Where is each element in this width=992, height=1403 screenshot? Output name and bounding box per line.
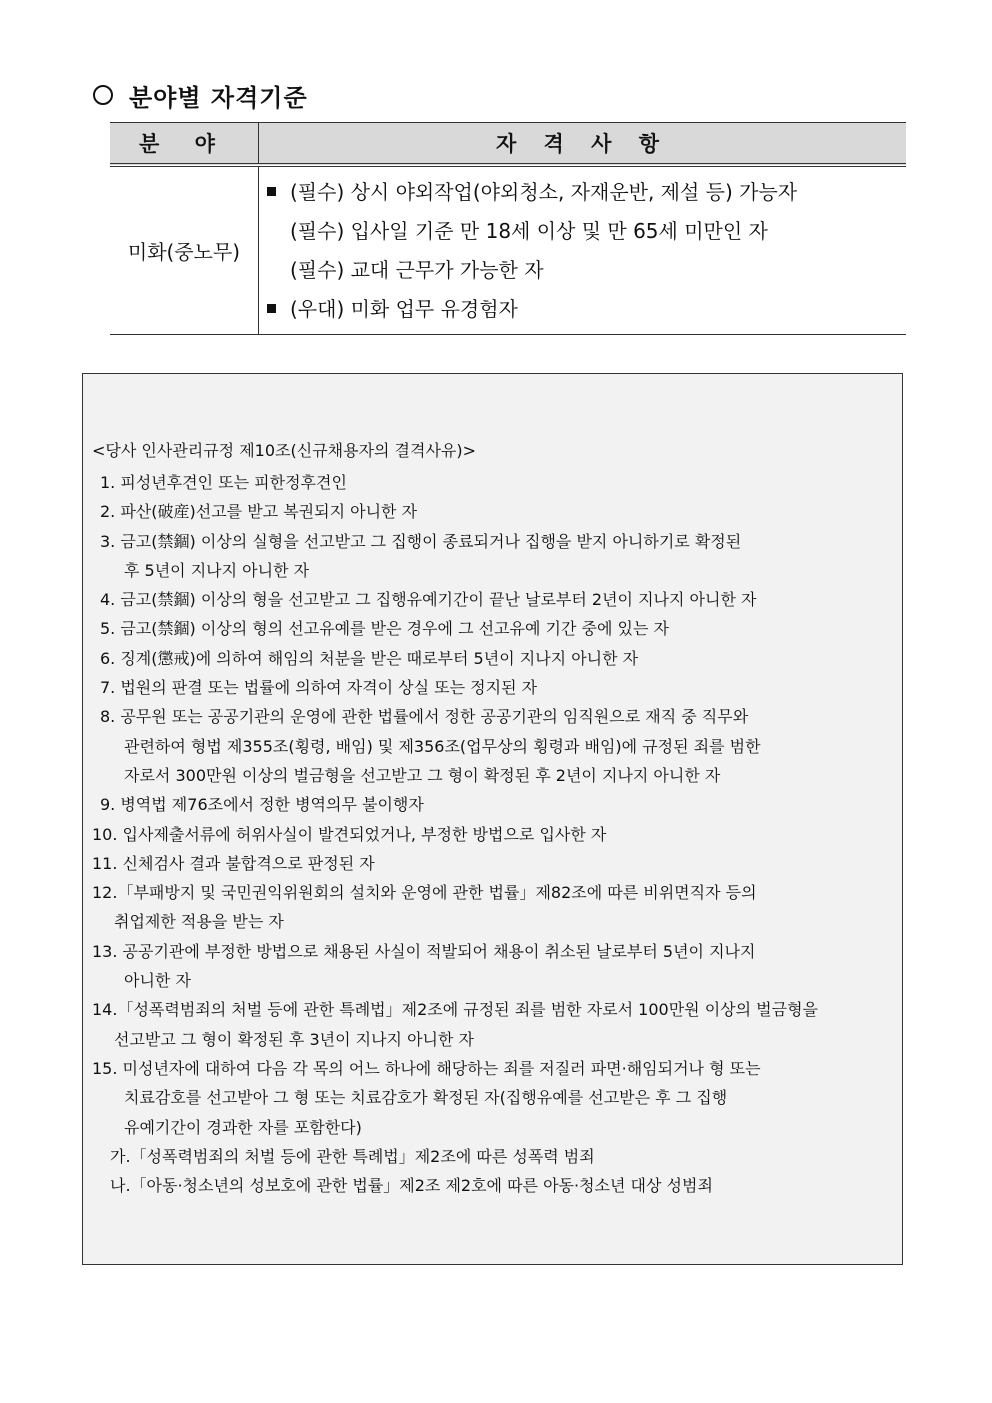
field-cell: 미화(중노무) bbox=[110, 165, 259, 335]
rule-line: 치료감호를 선고받아 그 형 또는 치료감호가 확정된 자(집행유예를 선고받은 후 그 집행 bbox=[124, 1088, 728, 1108]
disqualification-box bbox=[82, 373, 903, 1265]
rule-line: 6. 징계(懲戒)에 의하여 해임의 처분을 받은 때로부터 5년이 지나지 아니한 자 bbox=[100, 648, 639, 668]
rule-line: 2. 파산(破産)선고를 받고 복권되지 아니한 자 bbox=[100, 502, 418, 522]
rule-line: 13. 공공기관에 부정한 방법으로 채용된 사실이 적발되어 채용이 취소된 날로부터 5년이 지나지 bbox=[92, 941, 756, 961]
rule-line: 자로서 300만원 이상의 벌금형을 선고받고 그 형이 확정된 후 2년이 지나지 아니한 자 bbox=[124, 765, 721, 785]
rule-line: 1. 피성년후견인 또는 피한정후견인 bbox=[100, 473, 347, 492]
rule-line: 14.「성폭력범죄의 처벌 등에 관한 특례법」제2조에 규정된 죄를 범한 자로서 100만원 이상의 벌금형을 bbox=[92, 1000, 818, 1020]
rule-line: 4. 금고(禁錮) 이상의 형을 선고받고 그 집행유예기간이 끝난 날로부터 2년이 지나지 아니한 자 bbox=[100, 590, 757, 610]
requirement-item: (우대) 미화 업무 유경험자 bbox=[267, 290, 906, 329]
rule-line: 8. 공무원 또는 공공기관의 운영에 관한 법률에서 정한 공공기관의 임직원으로 재직 중 직무와 bbox=[100, 707, 749, 727]
header-requirements: 자 격 사 항 bbox=[259, 123, 907, 166]
rule-line: 12.「부패방지 및 국민권익위원회의 설치와 운영에 관한 법률」제82조에 따른 비위면직자 등의 bbox=[92, 883, 757, 903]
requirement-item: (필수) 입사일 기준 만 18세 이상 및 만 65세 미만인 자 bbox=[290, 219, 768, 243]
square-bullet-icon bbox=[267, 187, 276, 196]
rule-line: 3. 금고(禁錮) 이상의 실형을 선고받고 그 집행이 종료되거나 집행을 받지 아니하기로 확정된 bbox=[100, 531, 742, 551]
rule-line: 후 5년이 지나지 아니한 자 bbox=[124, 560, 310, 580]
section-heading bbox=[93, 78, 308, 112]
rule-line: 나.「아동·청소년의 성보호에 관한 법률」제2조 제2호에 따른 아동·청소년 대상 성범죄 bbox=[110, 1176, 713, 1196]
rule-line: 아니한 자 bbox=[124, 971, 191, 991]
rule-line: 15. 미성년자에 대하여 다음 각 목의 어느 하나에 해당하는 죄를 저질러 파면·해임되거나 형 또는 bbox=[92, 1058, 761, 1078]
rules-list bbox=[92, 468, 898, 1200]
section-title: 분야별 자격기준 bbox=[129, 83, 308, 112]
rule-line: 10. 입사제출서류에 허위사실이 발견되었거나, 부정한 방법으로 입사한 자 bbox=[92, 824, 607, 844]
requirement-item: (필수) 상시 야외작업(야외청소, 자재운반, 제설 등) 가능자 bbox=[267, 173, 906, 212]
square-bullet-icon bbox=[267, 304, 276, 313]
rule-line: 11. 신체검사 결과 불합격으로 판정된 자 bbox=[92, 853, 375, 873]
rule-line: 9. 병역법 제76조에서 정한 병역의무 불이행자 bbox=[100, 795, 424, 815]
requirements-list bbox=[259, 167, 906, 334]
rule-line: 선고받고 그 형이 확정된 후 3년이 지나지 아니한 자 bbox=[114, 1029, 474, 1049]
rule-line: 가.「성폭력범죄의 처벌 등에 관한 특례법」제2조에 따른 성폭력 범죄 bbox=[110, 1146, 595, 1166]
requirements-cell bbox=[259, 165, 907, 335]
table-header-row bbox=[110, 123, 906, 166]
rule-line: 취업제한 적용을 받는 자 bbox=[114, 912, 284, 932]
circle-icon bbox=[93, 85, 113, 105]
header-field: 분 야 bbox=[110, 123, 259, 166]
table-row bbox=[110, 165, 906, 335]
rules-title: <당사 인사관리규정 제10조(신규채용자의 결격사유)> bbox=[92, 441, 477, 460]
requirement-item: (필수) 교대 근무가 가능한 자 bbox=[290, 258, 544, 282]
rule-line: 유예기간이 경과한 자를 포함한다) bbox=[124, 1117, 362, 1137]
qualification-table bbox=[110, 122, 906, 335]
rule-line: 관련하여 형법 제355조(횡령, 배임) 및 제356조(업무상의 횡령과 배임)에 규정된 죄를 범한 bbox=[124, 736, 761, 756]
rule-line: 7. 법원의 판결 또는 법률에 의하여 자격이 상실 또는 정지된 자 bbox=[100, 678, 538, 698]
rule-line: 5. 금고(禁錮) 이상의 형의 선고유예를 받은 경우에 그 선고유예 기간 중에 있는 자 bbox=[100, 619, 670, 639]
